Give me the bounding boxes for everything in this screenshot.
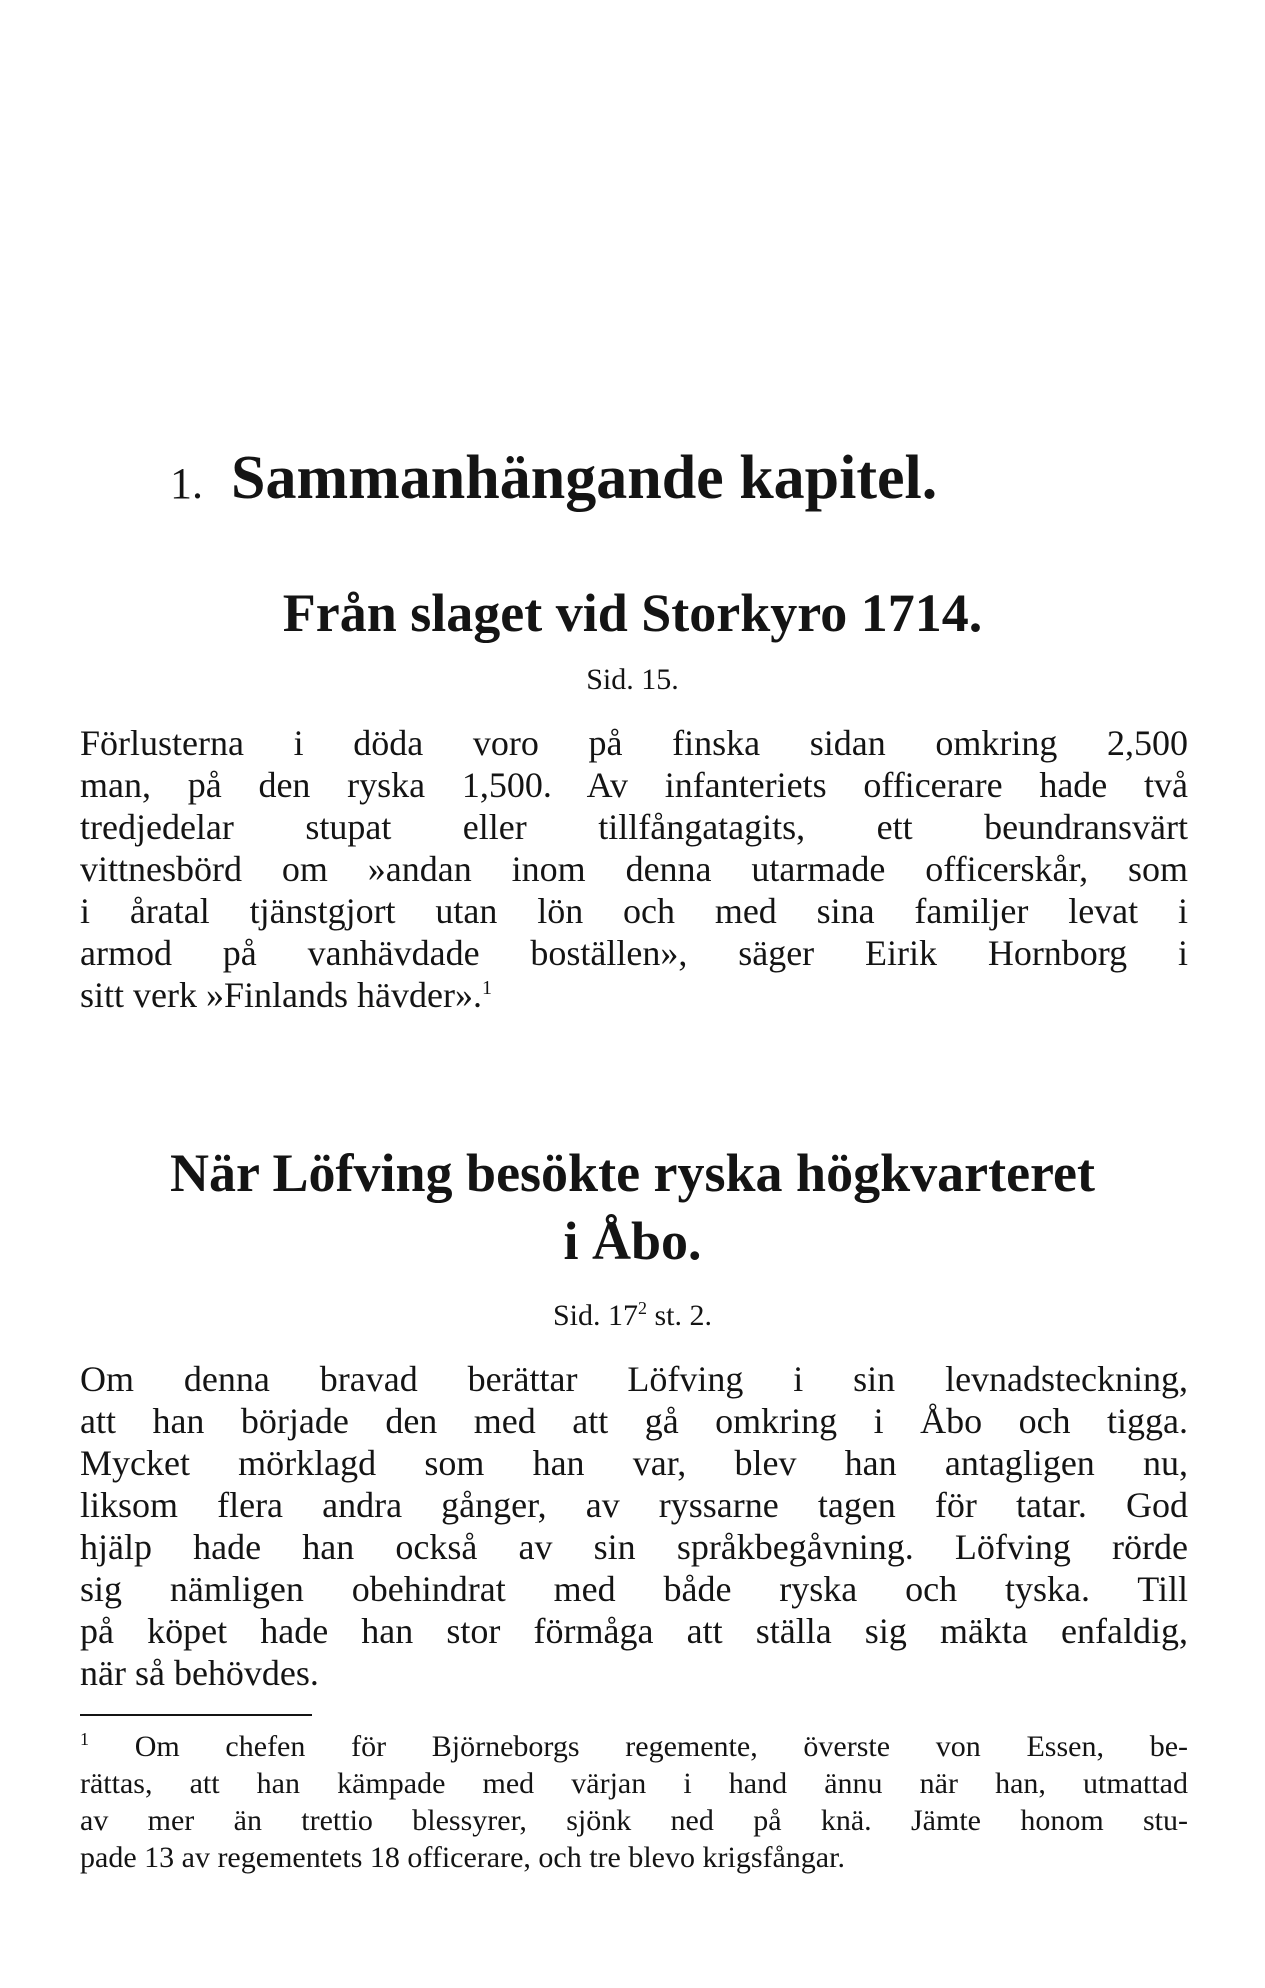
section-2-paragraph bbox=[80, 1358, 1188, 1694]
paragraph-line: tredjedelar stupat eller tillfångatagits, ett beundransvärt bbox=[80, 807, 1188, 847]
chapter-heading bbox=[170, 440, 1070, 522]
reference-stanza: st. 2. bbox=[647, 1299, 713, 1332]
paragraph-line: armod på vanhävdade boställen», säger Eirik Hornborg i bbox=[80, 933, 1188, 973]
footnote-line: av mer än trettio blessyrer, sjönk ned på knä. Jämte honom stu- bbox=[80, 1804, 1188, 1837]
paragraph-line: att han började den med att gå omkring i Åbo och tigga. bbox=[80, 1401, 1188, 1441]
section-1-reference: Sid. 15. bbox=[586, 663, 679, 696]
section-1-title: Från slaget vid Storkyro 1714. bbox=[282, 583, 983, 643]
footnote-divider bbox=[80, 1714, 312, 1716]
paragraph-line: Förlusterna i döda voro på finska sidan omkring 2,500 bbox=[80, 723, 1188, 763]
footnote-marker: 1 bbox=[80, 1729, 89, 1749]
paragraph-line: vittnesbörd om »andan inom denna utarmade officerskår, som bbox=[80, 849, 1188, 889]
footnote-line-last: pade 13 av regementets 18 officerare, och tre blevo krigsfångar. bbox=[80, 1841, 845, 1874]
section-1-paragraph bbox=[80, 722, 1188, 1016]
reference-superscript: 2 bbox=[638, 1298, 647, 1318]
footnote-reference-marker[interactable]: 1 bbox=[481, 977, 492, 999]
paragraph-line: sig nämligen obehindrat med både ryska och tyska. Till bbox=[80, 1569, 1188, 1609]
footnote-line-text: Om chefen för Björneborgs regemente, överste von Essen, be- bbox=[134, 1730, 1188, 1763]
paragraph-line: Om denna bravad berättar Löfving i sin levnadsteckning, bbox=[80, 1359, 1188, 1399]
paragraph-line: på köpet hade han stor förmåga att ställa sig mäkta enfaldig, bbox=[80, 1611, 1188, 1651]
paragraph-line: liksom flera andra gånger, av ryssarne tagen för tatar. God bbox=[80, 1485, 1188, 1525]
paragraph-line-text: sitt verk »Finlands hävder». bbox=[80, 975, 482, 1015]
paragraph-line-last: när så behövdes. bbox=[80, 1653, 319, 1693]
paragraph-line: i åratal tjänstgjort utan lön och med sina familjer levat i bbox=[80, 891, 1188, 931]
footnote bbox=[80, 1728, 1188, 1876]
paragraph-line-last bbox=[80, 974, 1188, 1016]
section-2-reference bbox=[0, 1298, 1265, 1334]
paragraph-line: man, på den ryska 1,500. Av infanteriets officerare hade två bbox=[80, 765, 1188, 805]
section-2-title-line-2: i Åbo. bbox=[563, 1211, 702, 1271]
footnote-line: rättas, att han kämpade med värjan i hand ännu när han, utmattad bbox=[80, 1767, 1188, 1800]
chapter-number: 1. bbox=[170, 459, 203, 508]
chapter-title: Sammanhängande kapitel. bbox=[231, 444, 938, 512]
paragraph-line: Mycket mörklagd som han var, blev han antagligen nu, bbox=[80, 1443, 1188, 1483]
reference-page: Sid. 17 bbox=[552, 1299, 638, 1332]
paragraph-line: hjälp hade han också av sin språkbegåvning. Löfving rörde bbox=[80, 1527, 1188, 1567]
section-2-title-line-1: När Löfving besökte ryska högkvarteret bbox=[170, 1143, 1095, 1203]
footnote-line bbox=[80, 1728, 1188, 1765]
